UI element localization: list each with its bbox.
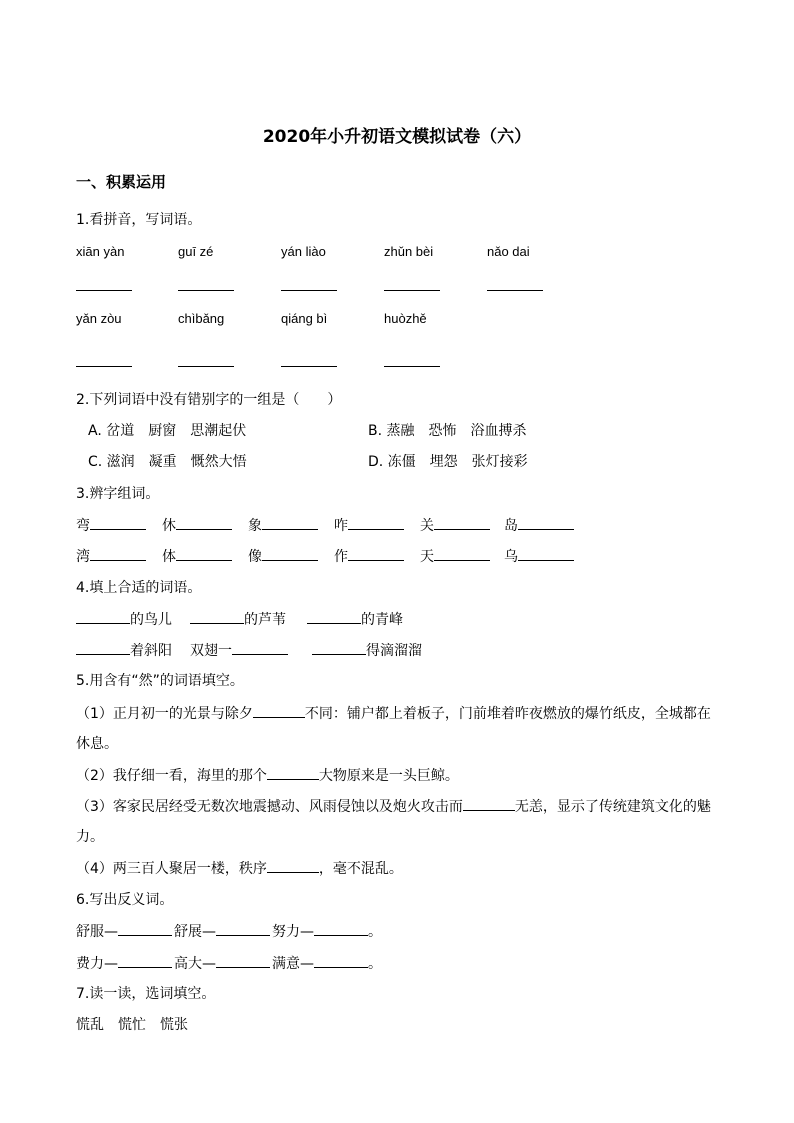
answer-blank[interactable] [118,922,172,936]
answer-blank[interactable] [384,290,440,291]
option-d[interactable]: D. 冻僵 埋怨 张灯接彩 [368,454,528,470]
char-item [334,516,404,535]
answer-blank[interactable] [176,516,232,530]
char-item [504,516,574,535]
pinyin-6: yǎn zòu [76,311,122,326]
word-choices: 慌乱 慌忙 慌张 [76,1017,188,1033]
antonym-row [76,922,382,941]
fill-item [76,641,172,660]
char-item [504,547,574,566]
sentence-text: 休息。 [76,736,118,752]
char-item [420,547,490,566]
char-item [76,547,146,566]
question-3-prompt: 3.辨字组词。 [76,486,160,502]
char-label: 岛 [504,518,518,534]
question-1-prompt: 1.看拼音，写词语。 [76,212,202,228]
page-title: 2020年小升初语文模拟试卷（六） [262,127,532,147]
answer-blank[interactable] [518,516,574,530]
char-item [420,516,490,535]
fill-text: 的青峰 [361,612,403,628]
antonym-word: 努力— [272,924,314,940]
char-label: 像 [248,549,262,565]
period: 。 [368,924,382,940]
answer-blank[interactable] [384,366,440,367]
answer-blank[interactable] [232,641,288,655]
antonym-word: 满意— [272,956,314,972]
answer-blank[interactable] [190,610,244,624]
answer-blank[interactable] [76,641,130,655]
fill-text: 着斜阳 [130,643,172,659]
char-label: 象 [248,518,262,534]
answer-blank[interactable] [90,547,146,561]
sentence-text: （1）正月初一的光景与除夕 [76,706,253,722]
fill-text: 的芦苇 [244,612,286,628]
answer-blank[interactable] [176,547,232,561]
antonym-row [76,954,382,973]
answer-blank[interactable] [76,290,132,291]
pinyin-9: huòzhě [384,311,427,326]
fill-item [76,610,172,629]
char-item [334,547,404,566]
antonym-word: 舒展— [174,924,216,940]
pinyin-8: qiáng bì [281,311,328,326]
char-label: 弯 [76,518,90,534]
sentence-text: （4）两三百人聚居一楼，秩序 [76,861,267,877]
answer-blank[interactable] [262,547,318,561]
char-label: 关 [420,518,434,534]
sentence-3 [76,797,711,816]
pinyin-1: xiān yàn [76,244,125,259]
question-7-prompt: 7.读一读，选词填空。 [76,986,216,1002]
answer-blank[interactable] [76,366,132,367]
sentence-2 [76,766,459,785]
question-5-prompt: 5.用含有“然”的词语填空。 [76,673,244,689]
fill-text: 的鸟儿 [130,612,172,628]
question-4-prompt: 4.填上合适的词语。 [76,580,202,596]
answer-blank[interactable] [262,516,318,530]
question-6-prompt: 6.写出反义词。 [76,892,174,908]
answer-blank[interactable] [178,290,234,291]
sentence-text: 不同：铺户都上着板子，门前堆着昨夜燃放的爆竹纸皮，全城都在 [304,706,711,722]
option-a[interactable]: A. 岔道 厨窗 思潮起伏 [88,423,247,439]
fill-text: 得滴溜溜 [366,643,422,659]
fill-item [190,610,286,629]
char-label: 乌 [504,549,518,565]
fill-item [307,610,403,629]
char-label: 咋 [334,518,348,534]
answer-blank[interactable] [314,954,368,968]
answer-blank[interactable] [118,954,172,968]
answer-blank[interactable] [178,366,234,367]
sentence-text: （2）我仔细一看，海里的那个 [76,768,267,784]
answer-blank[interactable] [518,547,574,561]
char-item [248,516,318,535]
answer-blank[interactable] [281,366,337,367]
sentence-text: 力。 [76,829,104,845]
answer-blank[interactable] [281,290,337,291]
answer-blank[interactable] [487,290,543,291]
section-heading: 一、积累运用 [76,173,167,191]
answer-blank[interactable] [348,516,404,530]
answer-blank[interactable] [76,610,130,624]
answer-blank[interactable] [216,922,270,936]
char-item [162,516,232,535]
answer-blank[interactable] [434,547,490,561]
sentence-text: 大物原来是一头巨鲸。 [318,768,459,784]
answer-blank[interactable] [90,516,146,530]
question-2-prompt: 2.下列词语中没有错别字的一组是（ ） [76,392,342,408]
answer-blank[interactable] [307,610,361,624]
char-item [248,547,318,566]
char-label: 天 [420,549,434,565]
pinyin-2: guī zé [178,244,214,259]
option-c[interactable]: C. 滋润 凝重 慨然大悟 [88,454,247,470]
antonym-word: 高大— [174,956,216,972]
char-item [162,547,232,566]
sentence-1 [76,704,711,723]
pinyin-5: nǎo dai [487,244,530,259]
pinyin-7: chìbǎng [178,311,225,326]
char-label: 休 [162,518,176,534]
answer-blank[interactable] [463,797,515,811]
answer-blank[interactable] [312,641,366,655]
sentence-4 [76,859,403,878]
pinyin-3: yán liào [281,244,326,259]
period: 。 [368,956,382,972]
char-label: 作 [334,549,348,565]
antonym-word: 费力— [76,956,118,972]
antonym-word: 舒服— [76,924,118,940]
fill-item [190,641,288,660]
answer-blank[interactable] [267,766,319,780]
answer-blank[interactable] [348,547,404,561]
answer-blank[interactable] [434,516,490,530]
pinyin-4: zhǔn bèi [384,244,434,259]
fill-item [312,641,422,660]
option-b[interactable]: B. 蒸融 恐怖 浴血搏杀 [368,423,527,439]
answer-blank[interactable] [253,704,305,718]
fill-text: 双翅一 [190,643,232,659]
sentence-text: （3）客家民居经受无数次地震撼动、风雨侵蚀以及炮火攻击而 [76,799,463,815]
answer-blank[interactable] [314,922,368,936]
answer-blank[interactable] [267,859,319,873]
sentence-text: ，毫不混乱。 [318,861,403,877]
answer-blank[interactable] [216,954,270,968]
char-label: 体 [162,549,176,565]
char-label: 湾 [76,549,90,565]
sentence-text: 无恙，显示了传统建筑文化的魅 [514,799,711,815]
char-item [76,516,146,535]
